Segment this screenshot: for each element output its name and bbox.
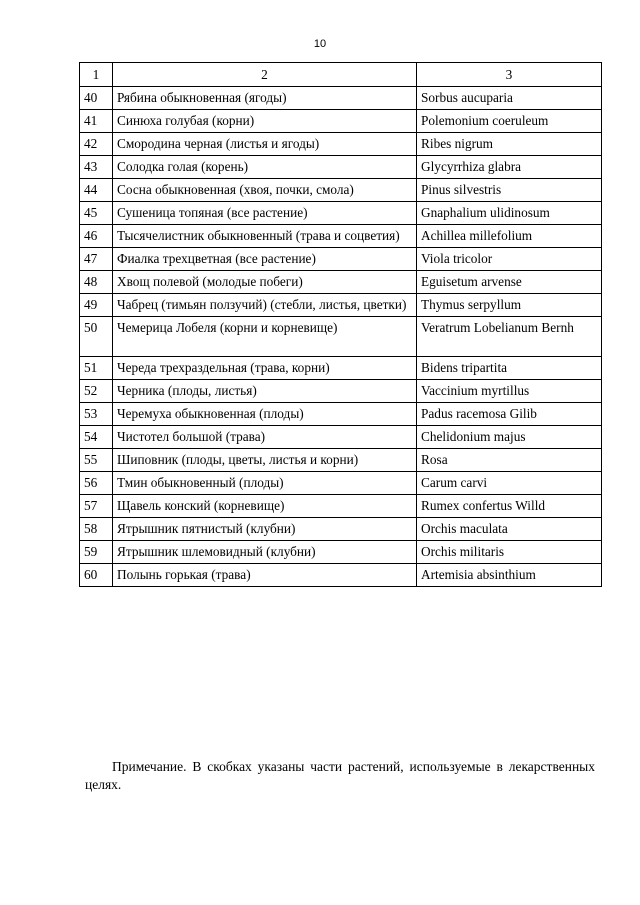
row-name-cell: Чистотел большой (трава) — [113, 426, 417, 449]
row-number-cell: 43 — [80, 156, 113, 179]
row-number-cell: 53 — [80, 403, 113, 426]
row-latin-cell: Chelidonium majus — [417, 426, 602, 449]
row-latin-cell: Sorbus aucuparia — [417, 87, 602, 110]
row-number-cell: 49 — [80, 294, 113, 317]
row-number-cell: 60 — [80, 564, 113, 587]
table-header-row — [80, 63, 602, 87]
row-number-cell: 58 — [80, 518, 113, 541]
page-number: 10 — [313, 38, 327, 50]
row-number-cell: 44 — [80, 179, 113, 202]
table-row — [80, 495, 602, 518]
row-name-cell: Щавель конский (корневище) — [113, 495, 417, 518]
table-row — [80, 403, 602, 426]
row-name-cell: Черемуха обыкновенная (плоды) — [113, 403, 417, 426]
row-latin-cell: Carum carvi — [417, 472, 602, 495]
row-name-cell: Шиповник (плоды, цветы, листья и корни) — [113, 449, 417, 472]
row-name-cell: Смородина черная (листья и ягоды) — [113, 133, 417, 156]
row-number-cell: 56 — [80, 472, 113, 495]
table-row — [80, 357, 602, 380]
table-row — [80, 541, 602, 564]
row-latin-cell: Rumex confertus Willd — [417, 495, 602, 518]
plants-table — [79, 62, 602, 587]
row-name-cell: Череда трехраздельная (трава, корни) — [113, 357, 417, 380]
table-row — [80, 110, 602, 133]
header-cell-name: 2 — [113, 63, 417, 87]
row-number-cell: 57 — [80, 495, 113, 518]
row-name-cell: Солодка голая (корень) — [113, 156, 417, 179]
table-row — [80, 294, 602, 317]
row-name-cell: Синюха голубая (корни) — [113, 110, 417, 133]
table-row — [80, 225, 602, 248]
table-row — [80, 472, 602, 495]
table-row — [80, 426, 602, 449]
row-name-cell: Ятрышник пятнистый (клубни) — [113, 518, 417, 541]
row-latin-cell: Orchis militaris — [417, 541, 602, 564]
table-row — [80, 449, 602, 472]
row-number-cell: 40 — [80, 87, 113, 110]
row-name-cell: Фиалка трехцветная (все растение) — [113, 248, 417, 271]
table-row — [80, 133, 602, 156]
table-row — [80, 248, 602, 271]
row-latin-cell: Padus racemosa Gilib — [417, 403, 602, 426]
row-latin-cell: Gnaphalium ulidinosum — [417, 202, 602, 225]
header-cell-number: 1 — [80, 63, 113, 87]
row-number-cell: 59 — [80, 541, 113, 564]
row-name-cell: Черника (плоды, листья) — [113, 380, 417, 403]
table-row — [80, 518, 602, 541]
row-name-cell: Тысячелистник обыкновенный (трава и соцветия) — [113, 225, 417, 248]
row-latin-cell: Artemisia absinthium — [417, 564, 602, 587]
row-name-cell: Сушеница топяная (все растение) — [113, 202, 417, 225]
row-latin-cell: Viola tricolor — [417, 248, 602, 271]
table-row — [80, 564, 602, 587]
table-row — [80, 317, 602, 357]
footnote: Примечание. В скобках указаны части растений, используемые в лекарственных целях. — [85, 759, 595, 792]
table-row — [80, 202, 602, 225]
row-number-cell: 48 — [80, 271, 113, 294]
row-latin-cell: Bidens tripartita — [417, 357, 602, 380]
row-latin-cell: Polemonium coeruleum — [417, 110, 602, 133]
row-name-cell: Сосна обыкновенная (хвоя, почки, смола) — [113, 179, 417, 202]
row-number-cell: 46 — [80, 225, 113, 248]
table-row — [80, 380, 602, 403]
row-name-cell: Чемерица Лобеля (корни и корневище) — [113, 317, 417, 357]
row-latin-cell: Rosa — [417, 449, 602, 472]
table-row — [80, 179, 602, 202]
row-name-cell: Тмин обыкновенный (плоды) — [113, 472, 417, 495]
row-name-cell: Рябина обыкновенная (ягоды) — [113, 87, 417, 110]
table-row — [80, 87, 602, 110]
row-number-cell: 54 — [80, 426, 113, 449]
header-cell-latin: 3 — [417, 63, 602, 87]
row-name-cell: Чабрец (тимьян ползучий) (стебли, листья, цветки) — [113, 294, 417, 317]
row-number-cell: 50 — [80, 317, 113, 357]
row-latin-cell: Vaccinium myrtillus — [417, 380, 602, 403]
row-latin-cell: Pinus silvestris — [417, 179, 602, 202]
row-name-cell: Хвощ полевой (молодые побеги) — [113, 271, 417, 294]
row-number-cell: 47 — [80, 248, 113, 271]
row-number-cell: 45 — [80, 202, 113, 225]
row-number-cell: 41 — [80, 110, 113, 133]
row-number-cell: 52 — [80, 380, 113, 403]
plants-table-body — [80, 63, 602, 587]
row-number-cell: 55 — [80, 449, 113, 472]
row-latin-cell: Ribes nigrum — [417, 133, 602, 156]
row-name-cell: Полынь горькая (трава) — [113, 564, 417, 587]
row-latin-cell: Achillea millefolium — [417, 225, 602, 248]
row-name-cell: Ятрышник шлемовидный (клубни) — [113, 541, 417, 564]
table-row — [80, 156, 602, 179]
row-number-cell: 51 — [80, 357, 113, 380]
row-number-cell: 42 — [80, 133, 113, 156]
table-row — [80, 271, 602, 294]
row-latin-cell: Thymus serpyllum — [417, 294, 602, 317]
row-latin-cell: Orchis maculata — [417, 518, 602, 541]
row-latin-cell: Veratrum Lobelianum Bernh — [417, 317, 602, 357]
row-latin-cell: Glycyrrhiza glabra — [417, 156, 602, 179]
row-latin-cell: Eguisetum arvense — [417, 271, 602, 294]
